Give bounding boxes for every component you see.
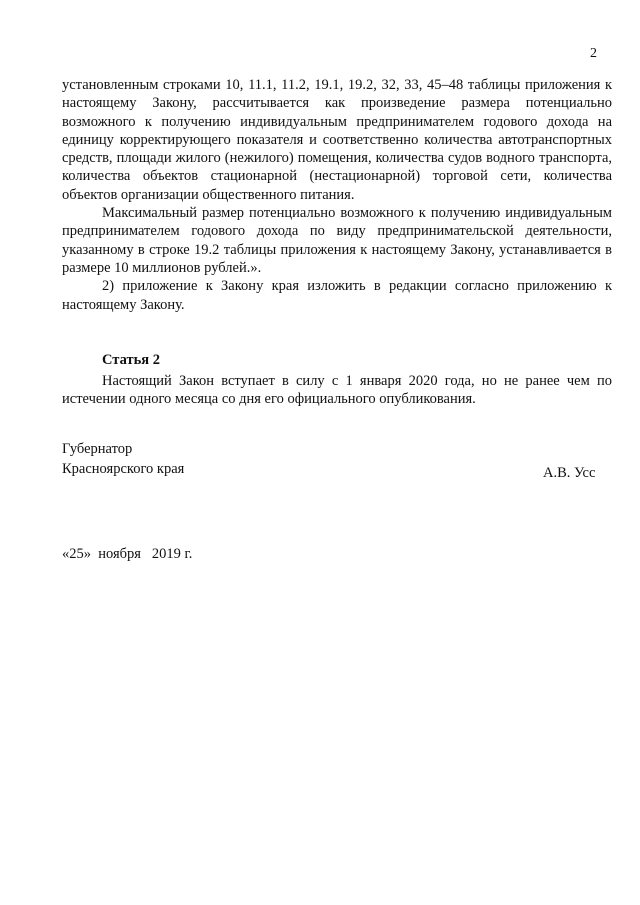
paragraph-continuation: установленным строками 10, 11.1, 11.2, 19.1, 19.2, 32, 33, 45–48 таблицы приложения к настоящему Закону, рассчитывается как произведение размера потенциально возможного к получению индивидуальным предпринимателем годового дохода на единицу корректирующего показателя и соответственно количества автотранспортных средств, площади жилого (нежилого) помещения, количества судов водного транспорта, количества объектов стационарной (нестационарной) торговой сети, количества объектов организации общественного питания. xyxy=(62,77,612,203)
article-heading: Статья 2 xyxy=(102,352,160,368)
paragraph-maximum-income: Максимальный размер потенциально возможного к получению индивидуальным предпринимателем годового дохода по виду предпринимательской деятельности, указанному в строке 19.2 таблицы приложения к настоящему Закону, устанавливается в размере 10 миллионов рублей.». xyxy=(62,205,612,276)
signer-title-line-2: Красноярского края xyxy=(62,461,185,477)
signer-name: А.В. Усс xyxy=(543,465,596,481)
signer-title xyxy=(62,439,184,479)
document-body xyxy=(62,76,612,314)
page-number: 2 xyxy=(590,46,597,61)
paragraph-appendix-amendment: 2) приложение к Закону края изложить в редакции согласно приложению к настоящему Закону. xyxy=(62,278,612,313)
signing-date: «25» ноября 2019 г. xyxy=(62,546,193,562)
article-text: Настоящий Закон вступает в силу с 1 января 2020 года, но не ранее чем по истечении одного месяца со дня его официального опубликования. xyxy=(62,373,612,408)
signer-title-line-1: Губернатор xyxy=(62,441,133,457)
